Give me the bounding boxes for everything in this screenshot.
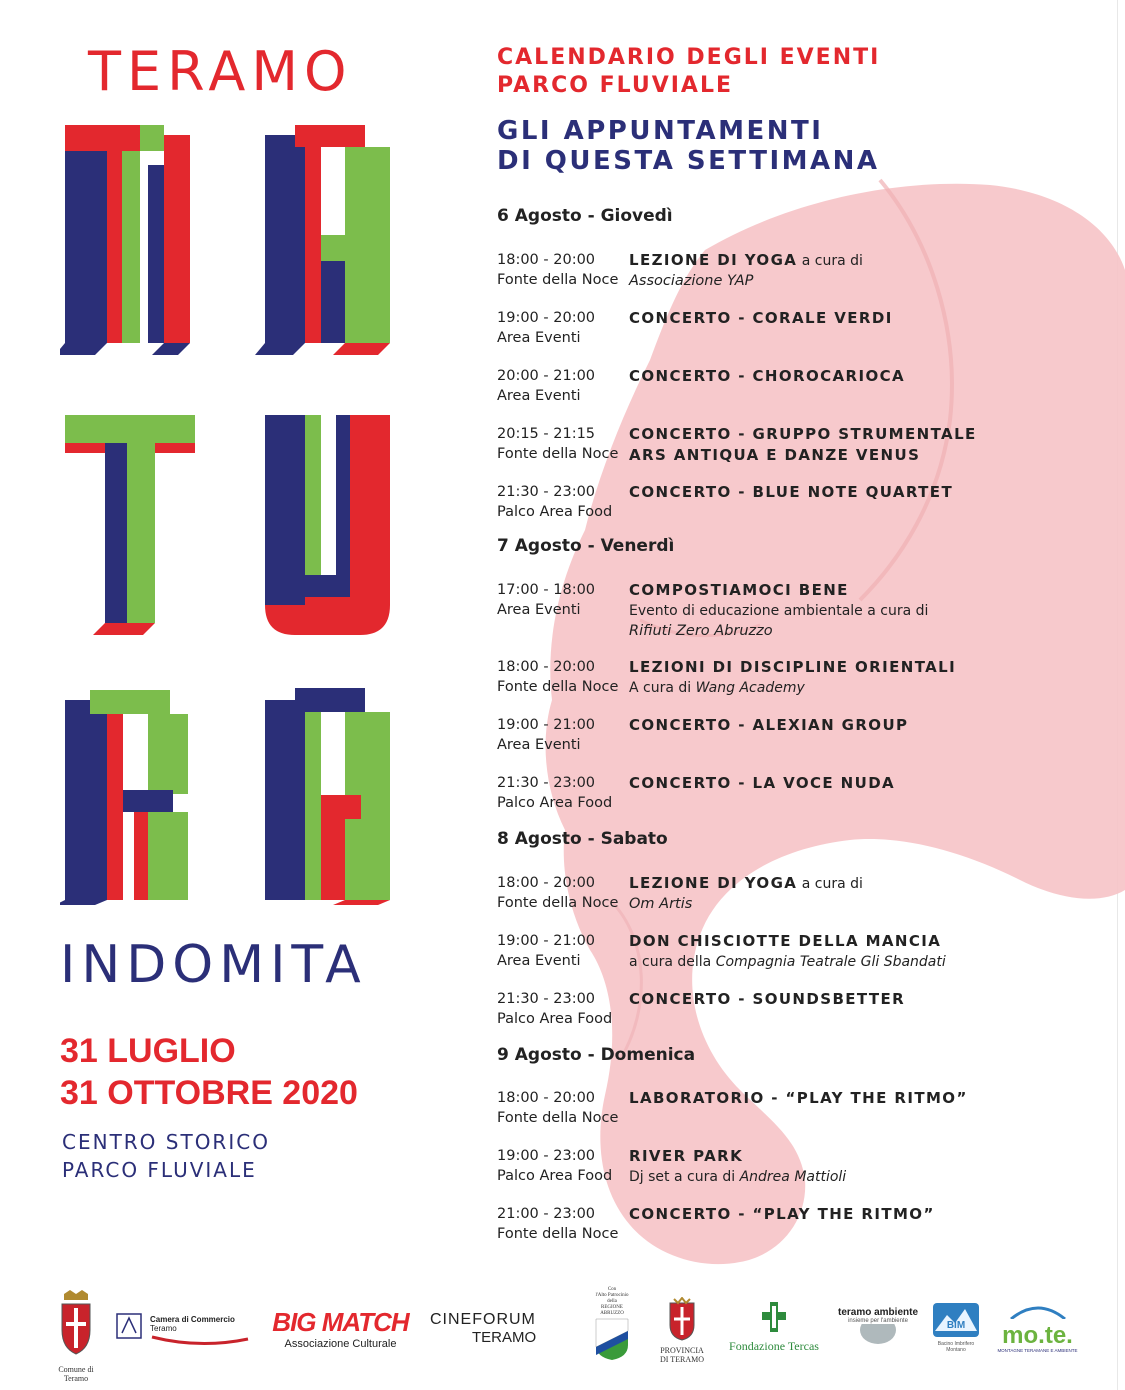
event-title: DON CHISCIOTTE DELLA MANCIA [629, 932, 942, 950]
event-time-venue [497, 366, 627, 406]
logo-provincia-teramo [652, 1297, 712, 1364]
event-note: Evento di educazione ambientale a cura di [629, 603, 929, 619]
event-time: 20:00 - 21:00 [497, 368, 596, 384]
logo-teramo-ambiente [828, 1307, 928, 1349]
event-organizer: Andrea Mattioli [739, 1169, 847, 1185]
event-time: 20:15 - 21:15 [497, 426, 596, 442]
mote-arc-icon [1003, 1303, 1073, 1319]
event-description [629, 931, 1069, 972]
event-time: 19:00 - 23:00 [497, 1148, 596, 1164]
event-venue: Area Eventi [497, 388, 581, 404]
event-title: CONCERTO - LA VOCE NUDA [629, 774, 896, 792]
week-heading [497, 116, 880, 176]
event-time-venue [497, 250, 627, 290]
mote-title: mo.te. [1002, 1322, 1073, 1349]
event-organizer: Compagnia Teatrale Gli Sbandati [715, 954, 946, 970]
day-heading: 6 Agosto - Giovedì [497, 206, 673, 226]
event-title-line-2: ARS ANTIQUA E DANZE VENUS [629, 446, 921, 464]
logo-fondazione-tercas [720, 1300, 828, 1354]
event-title: LEZIONI DI DISCIPLINE ORIENTALI [629, 658, 957, 676]
event-time: 18:00 - 20:00 [497, 1090, 596, 1106]
event-time: 21:30 - 23:00 [497, 484, 596, 500]
camera-swoosh-icon [150, 1333, 250, 1349]
event-title: CONCERTO - ALEXIAN GROUP [629, 716, 909, 734]
date-range [60, 1030, 358, 1114]
sponsor-logos [0, 1285, 1125, 1385]
bigmatch-subtitle: Associazione Culturale [284, 1338, 397, 1350]
event-note: Dj set a cura di [629, 1169, 740, 1185]
letter-a-2 [265, 688, 390, 905]
day-heading: 7 Agosto - Venerdì [497, 536, 675, 556]
natura-logo [60, 125, 405, 905]
event-venue: Palco Area Food [497, 795, 613, 811]
bigmatch-title: BIG MATCH [272, 1307, 409, 1337]
ambiente-subtitle: insieme per l'ambiente [848, 1318, 908, 1324]
event-venue: Fonte della Noce [497, 1226, 619, 1242]
logo-comune-label: Comune di Teramo [58, 1365, 94, 1383]
event-venue: Palco Area Food [497, 1011, 613, 1027]
regione-line-1: Con [607, 1287, 617, 1292]
event-time: 18:00 - 20:00 [497, 875, 596, 891]
letter-t [65, 415, 195, 635]
event-title-tail: a cura di [797, 876, 863, 892]
event-venue: Fonte della Noce [497, 895, 619, 911]
event-time-venue [497, 657, 627, 697]
event-description [629, 657, 1069, 698]
mote-subtitle: MONTAGNE TERAMANE E AMBIENTE [997, 1348, 1078, 1353]
bim-subtitle: Bacino Imbrifero Montano [937, 1341, 975, 1353]
camera-label-2: Teramo [150, 1324, 177, 1333]
provincia-crest-icon [666, 1297, 698, 1341]
event-description [629, 308, 1069, 329]
week-heading-line-2: DI QUESTA SETTIMANA [497, 146, 880, 176]
event-title-tail: a cura di [797, 253, 863, 269]
event-time-venue [497, 715, 627, 755]
event-venue: Area Eventi [497, 953, 581, 969]
event-title: COMPOSTIAMOCI BENE [629, 581, 849, 599]
event-title: RIVER PARK [629, 1147, 744, 1165]
event-title: LABORATORIO - “PLAY THE RITMO” [629, 1089, 968, 1107]
event-description [629, 482, 1069, 503]
event-time-venue [497, 424, 627, 464]
event-time: 19:00 - 21:00 [497, 933, 596, 949]
cineforum-city: TERAMO [472, 1329, 537, 1346]
event-time: 19:00 - 21:00 [497, 717, 596, 733]
event-time: 21:00 - 23:00 [497, 1206, 596, 1222]
event-title: CONCERTO - CHOROCARIOCA [629, 367, 906, 385]
regione-line-2: l'Alto Patrocinio [595, 1293, 629, 1298]
date-to: 31 OTTOBRE 2020 [60, 1074, 358, 1112]
event-organizer: Om Artis [629, 896, 693, 912]
event-title: CONCERTO - BLUE NOTE QUARTET [629, 483, 954, 501]
event-note: A cura di [629, 680, 696, 696]
event-venue: Area Eventi [497, 737, 581, 753]
event-venue: Area Eventi [497, 330, 581, 346]
letter-a-1 [255, 125, 390, 355]
logo-regione-abruzzo [588, 1287, 636, 1364]
event-organizer: Wang Academy [695, 680, 805, 696]
event-time-venue [497, 931, 627, 971]
event-description [629, 773, 1069, 794]
regione-line-4: REGIONE [601, 1305, 623, 1310]
event-time: 18:00 - 20:00 [497, 252, 596, 268]
event-time-venue [497, 773, 627, 813]
event-time: 17:00 - 18:00 [497, 582, 596, 598]
event-venue: Area Eventi [497, 602, 581, 618]
letter-r [60, 690, 188, 905]
event-time: 21:30 - 23:00 [497, 991, 596, 1007]
event-description [629, 989, 1069, 1010]
location-line-1: CENTRO STORICO [62, 1130, 270, 1154]
event-title: CONCERTO - SOUNDSBETTER [629, 990, 906, 1008]
location-line-2: PARCO FLUVIALE [62, 1158, 257, 1182]
event-time: 19:00 - 20:00 [497, 310, 596, 326]
event-description [629, 250, 1069, 291]
event-time-venue [497, 1146, 627, 1186]
logo-comune-teramo [46, 1290, 106, 1383]
event-title: LEZIONE DI YOGA [629, 251, 798, 269]
logo-camera-commercio [150, 1315, 250, 1354]
letter-u [265, 415, 390, 635]
event-description [629, 424, 1069, 466]
subtitle-indomita: INDOMITA [60, 935, 367, 995]
logo-mote [990, 1303, 1085, 1353]
event-description [629, 1204, 1069, 1225]
event-title: CONCERTO - GRUPPO STRUMENTALE [629, 425, 977, 443]
logo-small-emblem [116, 1313, 142, 1344]
logo-cineforum [430, 1311, 555, 1346]
week-heading-line-1: GLI APPUNTAMENTI [497, 116, 824, 146]
logo-big-match [268, 1307, 413, 1350]
event-description [629, 366, 1069, 387]
event-venue: Palco Area Food [497, 504, 613, 520]
event-venue: Fonte della Noce [497, 1110, 619, 1126]
calendar-title-line-1: CALENDARIO DEGLI EVENTI [497, 45, 881, 70]
event-time-venue [497, 989, 627, 1029]
regione-line-3: della [607, 1299, 617, 1304]
camera-label-1: Camera di Commercio [150, 1315, 235, 1324]
event-time-venue [497, 1088, 627, 1128]
event-description [629, 1088, 1069, 1109]
calendar-title-line-2: PARCO FLUVIALE [497, 73, 733, 98]
ambiente-globe-icon [858, 1324, 898, 1344]
event-organizer: Rifiuti Zero Abruzzo [629, 623, 773, 639]
event-title: CONCERTO - CORALE VERDI [629, 309, 893, 327]
ambiente-title: teramo ambiente [837, 1307, 919, 1318]
tercas-cross-icon [760, 1300, 788, 1334]
event-venue: Fonte della Noce [497, 446, 619, 462]
event-description [629, 1146, 1069, 1187]
regione-shield-icon [594, 1317, 630, 1361]
event-time-venue [497, 580, 627, 620]
provincia-line-1: PROVINCIA [660, 1346, 704, 1355]
event-venue: Palco Area Food [497, 1168, 613, 1184]
event-time: 21:30 - 23:00 [497, 775, 596, 791]
emblem-icon [116, 1313, 142, 1339]
event-venue: Fonte della Noce [497, 272, 619, 288]
city-title: TERAMO [88, 40, 353, 103]
day-heading: 9 Agosto - Domenica [497, 1045, 696, 1065]
event-note: a cura della [629, 954, 716, 970]
event-description [629, 580, 1069, 641]
tercas-label: Fondazione Tercas [729, 1339, 819, 1353]
event-description [629, 715, 1069, 736]
event-organizer: Associazione YAP [629, 273, 754, 289]
cineforum-title: CINEFORUM [430, 1311, 536, 1328]
event-time-venue [497, 308, 627, 348]
event-description [629, 873, 1069, 914]
date-from: 31 LUGLIO [60, 1032, 236, 1070]
event-title: CONCERTO - “PLAY THE RITMO” [629, 1205, 935, 1223]
event-time: 18:00 - 20:00 [497, 659, 596, 675]
event-venue: Fonte della Noce [497, 679, 619, 695]
regione-line-5: ABRUZZO [600, 1311, 624, 1316]
crest-icon [56, 1290, 96, 1360]
logo-bim [932, 1303, 980, 1353]
location [62, 1128, 270, 1184]
letter-n [60, 125, 190, 355]
day-heading: 8 Agosto - Sabato [497, 829, 668, 849]
provincia-line-2: DI TERAMO [659, 1355, 705, 1364]
event-time-venue [497, 873, 627, 913]
event-time-venue [497, 482, 627, 522]
event-title: LEZIONE DI YOGA [629, 874, 798, 892]
event-time-venue [497, 1204, 627, 1244]
calendar-title [497, 44, 880, 100]
bim-label: BIM [946, 1320, 966, 1331]
